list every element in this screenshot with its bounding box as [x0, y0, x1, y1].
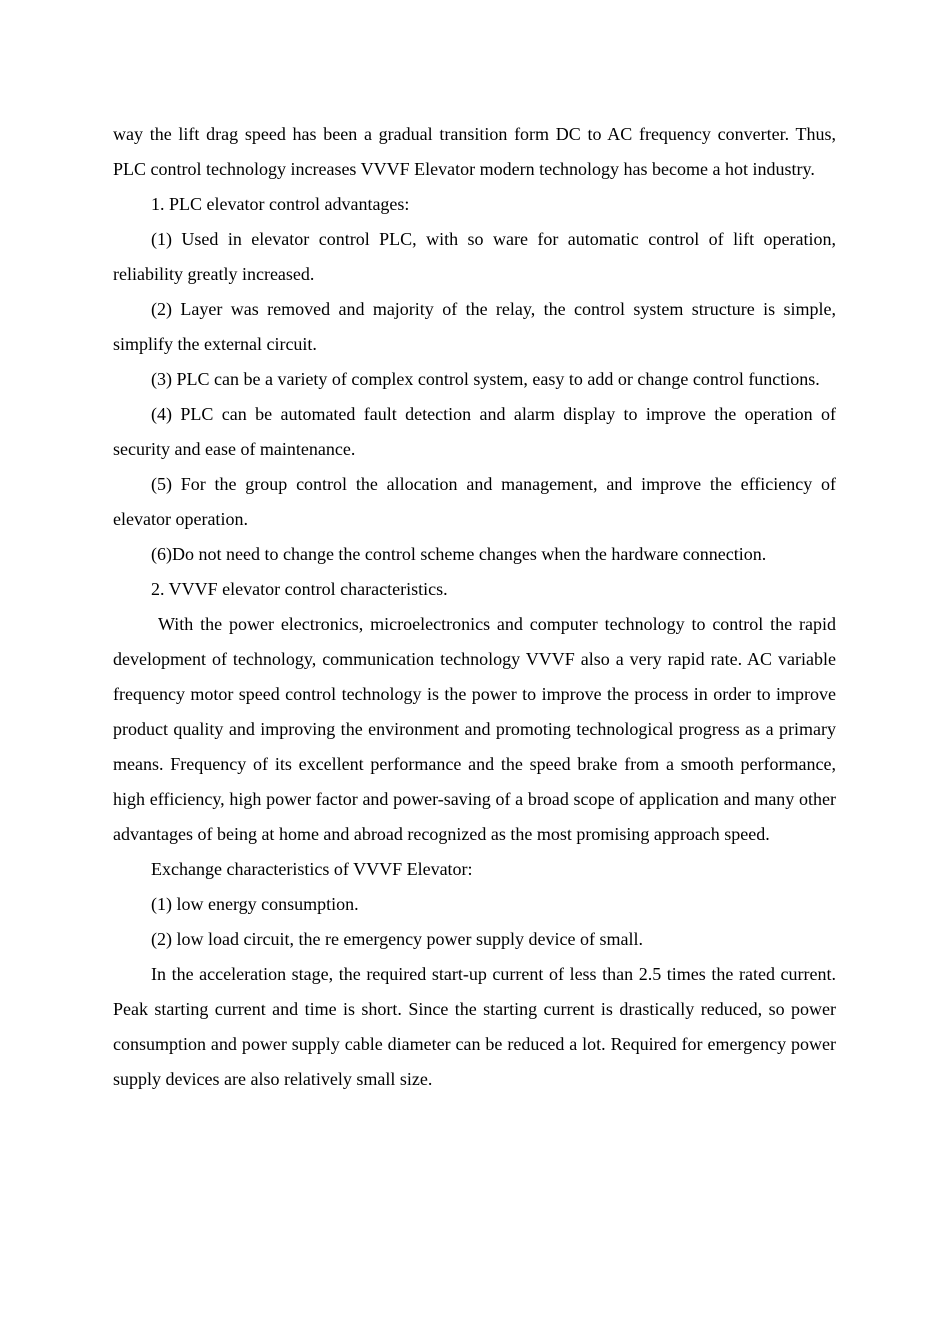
paragraph-vvvf-description: With the power electronics, microelectronics and computer technology to control the rapid development of technology, communication technology VVVF also a very rapid rate. AC variable frequency motor speed control technology is the power to improve the process in order to improve product quality and improving the environment and promoting technological progress as a primary means. Frequency of its excellent performance and the speed brake from a smooth performance, high efficiency, high power factor and power-saving of a broad scope of application and many other advantages of being at home and abroad recognized as the most promising approach speed.	[113, 614, 836, 844]
list-item-advantage-1: (1) Used in elevator control PLC, with so ware for automatic control of lift operation, reliability greatly increased.	[113, 229, 836, 284]
document-page	[113, 117, 836, 1097]
list-item-advantage-4: (4) PLC can be automated fault detection and alarm display to improve the operation of security and ease of maintenance.	[113, 404, 836, 459]
heading-vvvf-characteristics: 2. VVVF elevator control characteristics.	[151, 579, 448, 599]
paragraph-acceleration-stage: In the acceleration stage, the required start-up current of less than 2.5 times the rated current. Peak starting current and time is short. Since the starting current is drastically reduced, so power consumption and power supply cable diameter can be reduced a lot. Required for emergency power supply devices are also relatively small size.	[113, 964, 836, 1089]
list-item-advantage-6: (6)Do not need to change the control scheme changes when the hardware connection.	[151, 544, 767, 564]
heading-plc-advantages: 1. PLC elevator control advantages:	[151, 194, 410, 214]
heading-exchange-characteristics: Exchange characteristics of VVVF Elevator:	[151, 859, 473, 879]
list-item-characteristic-2: (2) low load circuit, the re emergency power supply device of small.	[151, 929, 644, 949]
list-item-advantage-3: (3) PLC can be a variety of complex control system, easy to add or change control functions.	[151, 369, 820, 389]
paragraph-intro-continuation: way the lift drag speed has been a gradual transition form DC to AC frequency converter. Thus, PLC control technology increases VVVF Elevator modern technology has become a hot industry.	[113, 124, 836, 179]
list-item-characteristic-1: (1) low energy consumption.	[151, 894, 359, 914]
list-item-advantage-5: (5) For the group control the allocation and management, and improve the efficiency of elevator operation.	[113, 474, 836, 529]
list-item-advantage-2: (2) Layer was removed and majority of the relay, the control system structure is simple, simplify the external circuit.	[113, 299, 836, 354]
